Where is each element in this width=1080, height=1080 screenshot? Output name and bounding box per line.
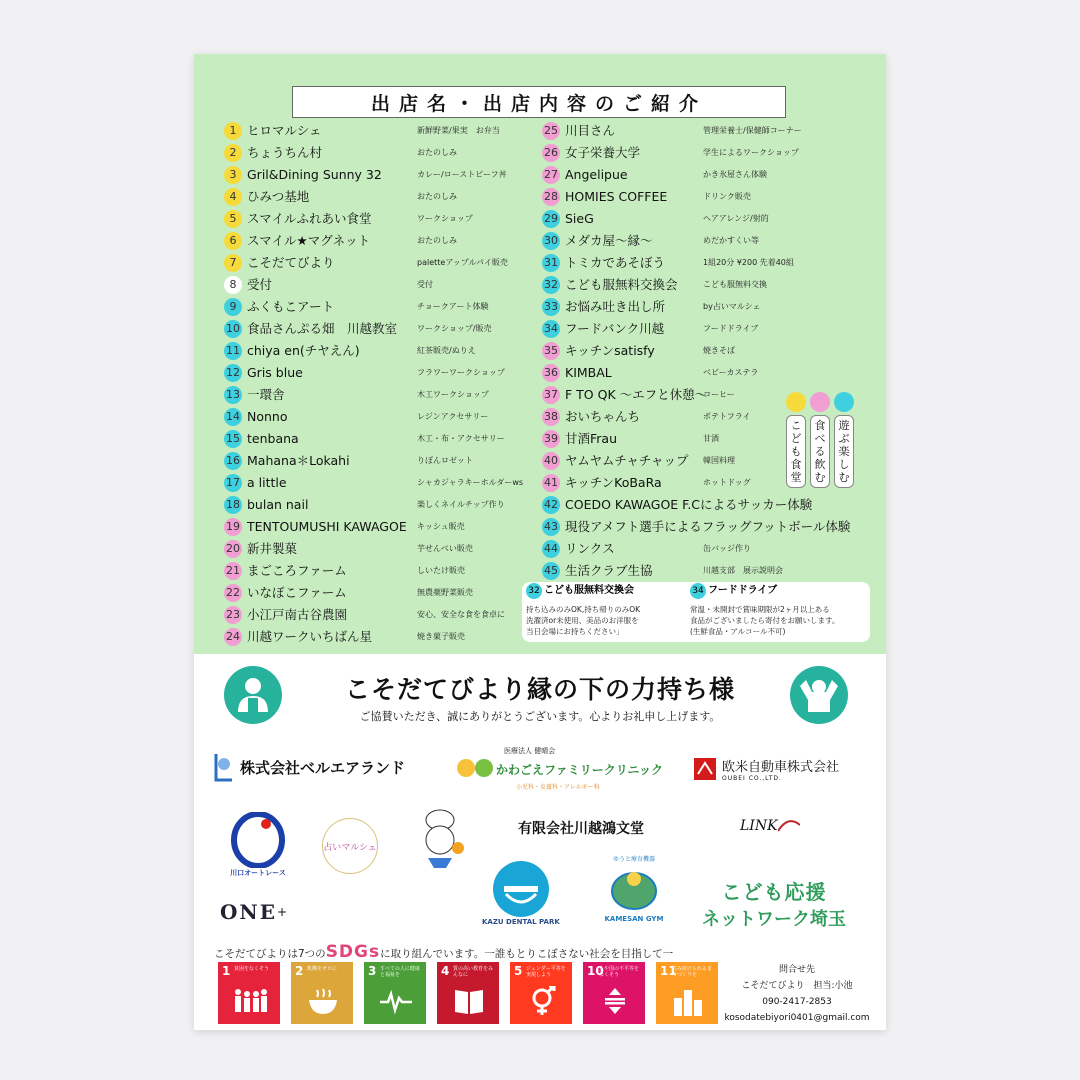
note-line: 常温・未開封で賞味期限が2ヶ月以上ある <box>690 605 830 614</box>
shop-description: paletteアップルパイ販売 <box>417 258 508 267</box>
notes-box <box>522 582 870 642</box>
shop-row <box>220 340 525 362</box>
shop-name: Mahana＊Lokahi <box>247 453 350 468</box>
shop-row <box>220 626 525 648</box>
shop-name: おいちゃんち <box>565 409 641 424</box>
sponsor-sub: 医療法人 健晴会 <box>504 747 556 755</box>
shop-row <box>538 164 878 186</box>
shop-name: 女子栄養大学 <box>565 145 641 160</box>
shop-number-badge: 6 <box>224 232 242 250</box>
legend-dot <box>834 392 854 412</box>
shop-row <box>220 318 525 340</box>
shop-name: ヒロマルシェ <box>247 123 322 138</box>
shop-row <box>538 142 878 164</box>
shop-name: 小江戸南古谷農園 <box>247 607 348 622</box>
sponsor-name: ネットワーク埼玉 <box>702 909 846 930</box>
shop-description: シャカジャラキーホルダーws <box>417 478 524 487</box>
shop-name: 食品さんぷる畑 川越教室 <box>247 321 398 336</box>
belair-logo-icon <box>212 752 236 782</box>
shop-number-badge: 40 <box>542 452 560 470</box>
shop-number-badge: 14 <box>224 408 242 426</box>
shop-description: 芋せんべい販売 <box>417 544 473 553</box>
shop-number-badge: 29 <box>542 210 560 228</box>
sponsor-kodomo-network <box>702 876 846 931</box>
shop-row <box>220 384 525 406</box>
plus-icon: + <box>276 905 288 919</box>
shop-number-badge: 39 <box>542 430 560 448</box>
shop-number-badge: 10 <box>224 320 242 338</box>
sdg-goal-text: 人や国の不平等をなくそう <box>599 966 640 978</box>
shop-name: 一環舎 <box>247 387 285 402</box>
shop-row <box>538 208 878 230</box>
shop-name: KIMBAL <box>565 365 612 380</box>
sponsor-name: 占いマルシェ <box>322 818 378 874</box>
contact-email: kosodatebiyori0401@gmail.com <box>724 1013 870 1023</box>
sdg-goal-text: すべての人に健康と福祉を <box>380 966 420 978</box>
turtle-logo-icon <box>602 863 666 915</box>
shop-number-badge: 45 <box>542 562 560 580</box>
link-swoosh-icon <box>778 819 800 833</box>
sponsor-name: KAZU DENTAL PARK <box>482 918 560 926</box>
sponsor-one <box>220 900 287 924</box>
sponsor-clinic <box>456 746 663 791</box>
shop-number-badge: 15 <box>224 430 242 448</box>
shop-row <box>538 120 878 142</box>
sponsor-kawaguchi <box>228 812 288 878</box>
event-poster <box>194 54 886 1030</box>
shop-name: 新井製菓 <box>247 541 298 556</box>
shop-row <box>220 472 525 494</box>
shop-row <box>538 560 878 582</box>
note-clothes-exchange <box>526 582 686 637</box>
shop-name: COEDO KAWAGOE F.Cによるサッカー体験 <box>565 497 813 512</box>
sdg-goal-number: 11 <box>660 964 677 978</box>
sdg-goal-tile <box>291 962 353 1024</box>
shop-name: キッチンsatisfy <box>565 343 655 358</box>
shop-number-badge: 19 <box>224 518 242 536</box>
sdgs-pre: こそだてびよりは7つの <box>214 948 326 960</box>
shop-name: スマイルふれあい食堂 <box>247 211 372 226</box>
shop-number-badge: 5 <box>224 210 242 228</box>
shop-number-badge: 4 <box>224 188 242 206</box>
shop-description: フラワーワークショップ <box>417 368 505 377</box>
note-title: フードドライブ <box>708 585 778 596</box>
shop-number-badge: 25 <box>542 122 560 140</box>
shop-description: ワークショップ/販売 <box>417 324 492 333</box>
thanks-headline: こそだてびより縁の下の力持ち様 <box>344 675 735 704</box>
shop-row <box>538 516 878 538</box>
shop-name: 川目さん <box>565 123 616 138</box>
shop-name: いなぼこファーム <box>247 585 347 600</box>
shop-number-badge: 17 <box>224 474 242 492</box>
legend-label: 遊ぶ楽しむ <box>834 415 854 488</box>
shop-row <box>538 230 878 252</box>
shop-name: Gris blue <box>247 365 303 380</box>
shop-description: ポテトフライ <box>703 412 751 421</box>
sponsor-urai <box>322 818 378 874</box>
shop-number-badge: 23 <box>224 606 242 624</box>
shop-description: 安心、安全な食を食卓に <box>417 610 505 619</box>
shop-description: レジンアクセサリー <box>417 412 489 421</box>
legend-dot <box>786 392 806 412</box>
shop-number-badge: 42 <box>542 496 560 514</box>
thanks-subline: ご協賛いただき、誠にありがとうございます。心よりお礼申し上げます。 <box>359 710 721 723</box>
note-line: 当日会場にお持ちください」 <box>526 627 624 636</box>
sponsor-name: こども応援 <box>721 880 827 904</box>
shop-row <box>538 340 878 362</box>
shop-row <box>538 186 878 208</box>
shop-number-badge: 38 <box>542 408 560 426</box>
sponsor-kamesan <box>602 854 666 923</box>
shop-list-left <box>220 120 525 648</box>
shop-description: 紅茶販売/ぬりえ <box>417 346 476 355</box>
legend-kodomo-shokudo <box>786 392 806 488</box>
legend-label: こども食堂 <box>786 415 806 488</box>
shop-number-badge: 26 <box>542 144 560 162</box>
shop-number-badge: 2 <box>224 144 242 162</box>
shop-description: 韓国料理 <box>703 456 735 465</box>
contact-label: 問合せ先 <box>778 965 815 975</box>
shop-row <box>220 208 525 230</box>
shop-description: 受付 <box>417 280 433 289</box>
shop-number-badge: 30 <box>542 232 560 250</box>
shop-row <box>220 252 525 274</box>
shop-description: 木工ワークショップ <box>417 390 489 399</box>
shop-description: りぼんロゼット <box>417 456 473 465</box>
shop-name: chiya en(チヤえん) <box>247 343 360 358</box>
oubei-logo-icon <box>694 758 716 780</box>
sponsor-kanetsu <box>518 818 644 838</box>
shop-number-badge: 37 <box>542 386 560 404</box>
shop-row <box>220 494 525 516</box>
shop-name: メダカ屋〜縁〜 <box>565 233 653 248</box>
legend-taberu-nomu <box>810 392 830 488</box>
sdgs-word: SDGs <box>325 942 381 962</box>
shop-name: お悩み吐き出し所 <box>565 299 666 314</box>
shop-description: キッシュ販売 <box>417 522 465 531</box>
shop-description: 焼きそば <box>703 346 735 355</box>
shop-row <box>538 318 878 340</box>
shop-name: ヤムヤムチャチャップ <box>565 453 689 468</box>
shop-name: Angelipue <box>565 167 628 182</box>
shop-description: おたのしみ <box>417 236 457 245</box>
sponsor-kazu <box>482 860 560 926</box>
sponsor-oubei <box>694 756 839 782</box>
sponsor-name: LINK <box>740 818 778 834</box>
shop-number-badge: 22 <box>224 584 242 602</box>
chef-mascot-icon <box>416 808 468 868</box>
shop-name: ひみつ基地 <box>247 189 310 204</box>
shop-row <box>220 230 525 252</box>
note-title: こども服無料交換会 <box>544 585 634 596</box>
shop-description: めだかすくい等 <box>703 236 759 245</box>
kazu-logo-icon <box>492 860 550 918</box>
sdg-goal-tile <box>583 962 645 1024</box>
note-line: (生鮮食品・アルコール不可) <box>690 627 786 636</box>
sdg-goal-number: 3 <box>368 964 377 978</box>
note-line: 持ち込みのみOK,持ち帰りのみOK <box>526 605 641 614</box>
sdg-goal-tile <box>364 962 426 1024</box>
shop-description: ヘアアレンジ/射的 <box>703 214 769 223</box>
shop-name: まごころファーム <box>247 563 347 578</box>
sdgs-statement <box>214 942 673 962</box>
sponsor-name: ONE <box>220 900 277 924</box>
shop-name: キッチンKoBaRa <box>565 475 662 490</box>
shop-row <box>538 274 878 296</box>
shop-number-badge: 21 <box>224 562 242 580</box>
shop-name: tenbana <box>247 431 299 446</box>
shop-name: ふくもこアート <box>247 299 335 314</box>
shop-name: 受付 <box>247 277 273 292</box>
sdg-goal-text: 質の高い教育をみんなに <box>453 966 494 978</box>
page-title: 出店名・出店内容のご紹介 <box>292 86 786 118</box>
shop-number-badge: 13 <box>224 386 242 404</box>
sponsor-name: 株式会社ベルエアランド <box>240 758 406 777</box>
shop-name: フードバンク川越 <box>565 321 665 336</box>
shop-name: 甘酒Frau <box>565 431 618 446</box>
shop-description: 甘酒 <box>703 434 719 443</box>
shop-name: TENTOUMUSHI KAWAGOE <box>247 519 407 534</box>
shop-number-badge: 31 <box>542 254 560 272</box>
legend-dot <box>810 392 830 412</box>
shop-row <box>220 296 525 318</box>
shop-number-badge: 16 <box>224 452 242 470</box>
shop-name: a little <box>247 475 287 490</box>
sdg-goal-number: 10 <box>587 964 604 978</box>
shop-description: ホットドッグ <box>703 478 751 487</box>
shop-name: F TO QK 〜エフと休憩〜 <box>565 387 708 402</box>
shop-description: おたのしみ <box>417 148 457 157</box>
shop-description: 1組20分 ¥200 先着40組 <box>703 258 794 267</box>
sponsor-sub: OUBEI CO.,LTD. <box>722 775 782 782</box>
shop-description: 焼き菓子販売 <box>417 632 465 641</box>
shop-section <box>194 54 886 654</box>
shop-row <box>538 538 878 560</box>
shop-row <box>220 560 525 582</box>
shop-number-badge: 33 <box>542 298 560 316</box>
note-number: 34 <box>690 583 706 599</box>
shop-description: カレー/ローストビーフ丼 <box>417 170 507 179</box>
shop-name: トミカであそぼう <box>565 255 666 270</box>
shop-number-badge: 8 <box>224 276 242 294</box>
shop-number-badge: 44 <box>542 540 560 558</box>
shop-name: 生活クラブ生協 <box>565 563 653 578</box>
shop-number-badge: 1 <box>224 122 242 140</box>
shop-name: HOMIES COFFEE <box>565 189 668 204</box>
shop-row <box>220 362 525 384</box>
shop-name: ちょうちん村 <box>247 145 323 160</box>
sdg-goal-number: 1 <box>222 964 231 978</box>
shop-number-badge: 27 <box>542 166 560 184</box>
shop-row <box>220 142 525 164</box>
note-food-drive <box>690 582 868 637</box>
shop-description: 楽しくネイルチップ作り <box>417 500 505 509</box>
shop-number-badge: 20 <box>224 540 242 558</box>
sponsor-name: 欧米自動車株式会社 <box>722 760 840 775</box>
shop-description: 無農薬野菜販売 <box>417 588 473 597</box>
shop-name: Nonno <box>247 409 288 424</box>
shop-description: コーヒー <box>703 390 735 399</box>
sponsor-belair <box>212 752 405 782</box>
shop-row <box>220 516 525 538</box>
shop-row <box>538 494 878 516</box>
shop-row <box>220 428 525 450</box>
shop-description: フードドライブ <box>703 324 759 333</box>
shop-number-badge: 12 <box>224 364 242 382</box>
shop-name: スマイル★マグネット <box>247 233 371 248</box>
contact-info <box>722 962 872 1026</box>
note-number: 32 <box>526 583 542 599</box>
sdg-goal-tile <box>510 962 572 1024</box>
shop-row <box>220 450 525 472</box>
shop-name: 川越ワークいちばん星 <box>247 629 373 644</box>
sponsor-name: 川口オートレース <box>230 869 286 877</box>
shop-number-badge: 7 <box>224 254 242 272</box>
shop-number-badge: 35 <box>542 342 560 360</box>
sponsor-sub: 小児科・皮膚科・アレルギー科 <box>516 784 600 791</box>
sdg-goal-text: ジェンダー平等を実現しよう <box>526 966 566 978</box>
shop-row <box>220 604 525 626</box>
shop-row <box>538 252 878 274</box>
shop-number-badge: 9 <box>224 298 242 316</box>
shop-name: リンクス <box>565 541 615 556</box>
sdg-goal-text: 貧困をなくそう <box>234 966 270 972</box>
legend-asobu <box>834 392 854 488</box>
shop-number-badge: 3 <box>224 166 242 184</box>
shop-row <box>538 296 878 318</box>
contact-name: こそだてびより 担当:小池 <box>741 981 853 991</box>
shop-name: Gril&Dining Sunny 32 <box>247 167 382 182</box>
shop-row <box>220 120 525 142</box>
shop-row <box>220 186 525 208</box>
shop-description: 川越支部 展示説明会 <box>703 566 783 575</box>
shop-description: 缶バッジ作り <box>703 544 751 553</box>
sponsor-sub: ゆうと療育機器 <box>612 856 655 863</box>
shop-list-right <box>538 120 878 582</box>
shop-row <box>538 362 878 384</box>
shop-description: かき氷屋さん体験 <box>703 170 767 179</box>
sdg-goal-text: 飢餓をゼロに <box>307 966 338 972</box>
shop-row <box>220 164 525 186</box>
note-line: 洗濯済or未使用、美品のお洋服を <box>526 616 639 625</box>
sdgs-post: に取り組んでいます。一誰もとりこぼさない社会を目指して一 <box>380 948 674 960</box>
contact-phone: 090-2417-2853 <box>762 997 832 1007</box>
shop-number-badge: 11 <box>224 342 242 360</box>
shop-description: おたのしみ <box>417 192 457 201</box>
sdg-goal-tile <box>437 962 499 1024</box>
shop-name: こども服無料交換会 <box>565 277 678 292</box>
shop-description: ワークショップ <box>417 214 473 223</box>
shop-description: 管理栄養士/保健師コーナー <box>703 126 802 135</box>
shop-description: チョークアート体験 <box>417 302 489 311</box>
shop-description: by占いマルシェ <box>703 302 761 311</box>
shop-name: SieG <box>565 211 594 226</box>
sdg-goal-tile <box>656 962 718 1024</box>
shop-number-badge: 36 <box>542 364 560 382</box>
shop-description: こども服無料交換 <box>703 280 767 289</box>
shop-row <box>220 274 525 296</box>
family-logo-icon <box>456 756 496 782</box>
sdg-goal-tile <box>218 962 280 1024</box>
shop-description: 新鮮野菜/果実 お弁当 <box>417 126 500 135</box>
shop-name: 現役アメフト選手によるフラッグフットボール体験 <box>565 519 851 534</box>
shop-row <box>220 582 525 604</box>
legend-label: 食べる飲む <box>810 415 830 488</box>
shop-description: 学生によるワークショップ <box>703 148 799 157</box>
shop-row <box>220 406 525 428</box>
kawaguchi-logo-icon <box>228 812 288 868</box>
sdg-goal-text: 住み続けられるまちづくりを <box>672 966 713 978</box>
shop-number-badge: 34 <box>542 320 560 338</box>
shop-number-badge: 18 <box>224 496 242 514</box>
shop-row <box>220 538 525 560</box>
shop-description: 木工・布・アクセサリー <box>417 434 505 443</box>
shop-description: ベビーカステラ <box>703 368 759 377</box>
sdg-goal-number: 4 <box>441 964 450 978</box>
shop-number-badge: 28 <box>542 188 560 206</box>
sponsor-name: KAMESAN GYM <box>604 915 664 923</box>
sponsor-link <box>740 818 800 834</box>
shop-number-badge: 41 <box>542 474 560 492</box>
note-line: 食品がございましたら寄付をお願いします。 <box>690 616 840 625</box>
shop-number-badge: 24 <box>224 628 242 646</box>
sdg-goal-number: 5 <box>514 964 523 978</box>
sponsor-name: 有限会社川越鴻文堂 <box>518 821 644 837</box>
shop-number-badge: 43 <box>542 518 560 536</box>
sponsor-name: かわごえファミリークリニック <box>496 762 664 777</box>
shop-description: ドリンク販売 <box>703 192 751 201</box>
shop-number-badge: 32 <box>542 276 560 294</box>
shop-name: bulan nail <box>247 497 309 512</box>
shop-description: しいたけ販売 <box>417 566 465 575</box>
shop-name: こそだてびより <box>247 255 335 270</box>
sdg-goal-number: 2 <box>295 964 304 978</box>
